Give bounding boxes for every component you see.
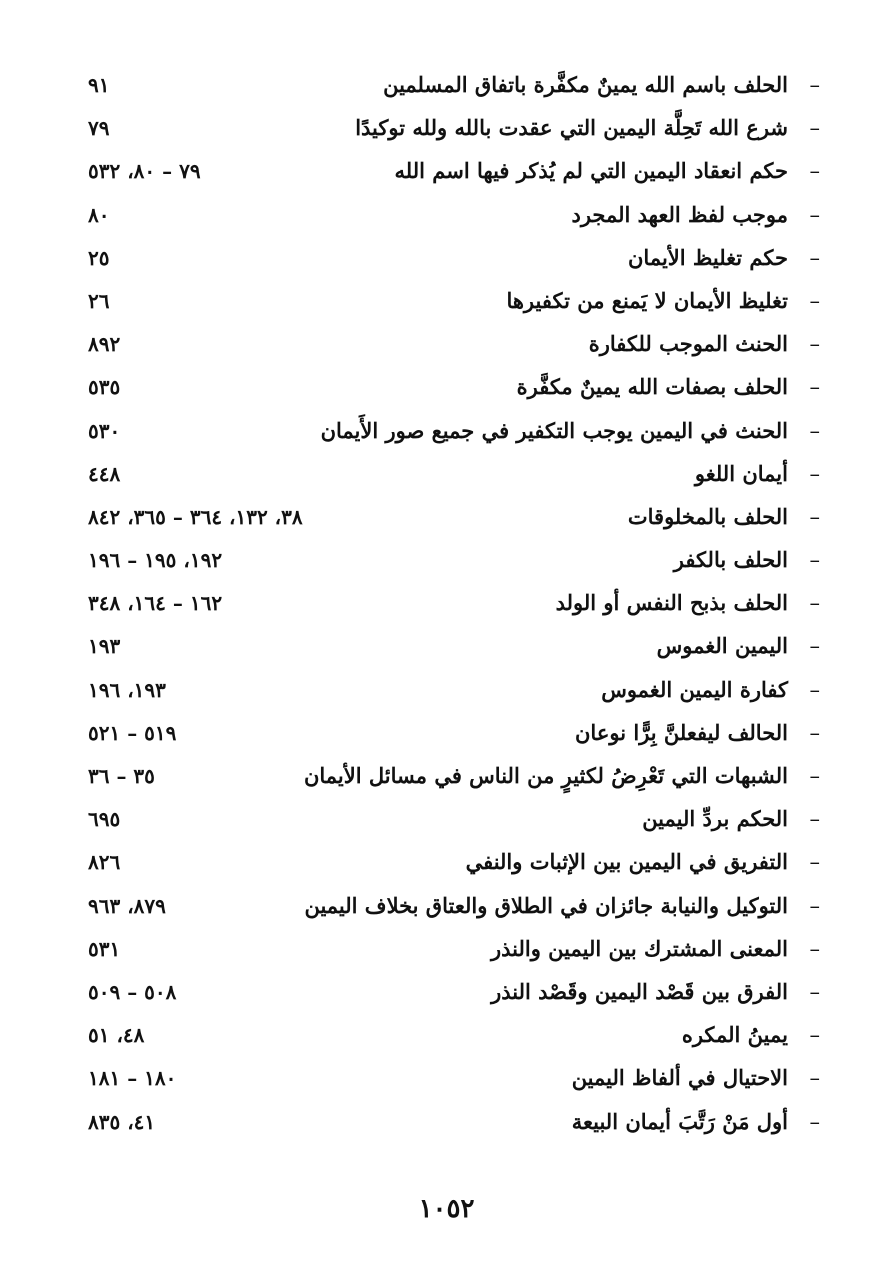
- entry-dash: –: [809, 764, 820, 788]
- entry-dash: –: [809, 677, 820, 702]
- entry-page-refs: ١٩٢، ١٩٥ – ١٩٦: [88, 548, 223, 573]
- index-entry: [80, 323, 820, 366]
- entry-page-refs: ١٩٣، ١٩٦: [88, 677, 166, 702]
- entry-page-refs: ٦٩٥: [88, 807, 121, 832]
- entry-dash: –: [809, 202, 820, 227]
- entry-topic: أيمان اللغو: [694, 460, 788, 486]
- index-entry: [80, 366, 820, 409]
- entry-topic: كفارة اليمين الغموس: [601, 676, 788, 702]
- index-entry: [80, 453, 820, 496]
- entry-topic: اليمين الغموس: [656, 633, 788, 659]
- page-number: ١٠٥٢: [418, 1194, 475, 1224]
- entry-page-refs: ٣٥ – ٣٦: [88, 764, 155, 788]
- entry-dash: –: [809, 245, 820, 270]
- entry-topic: حكم انعقاد اليمين التي لم يُذكر فيها اسم الله: [394, 158, 788, 184]
- entry-dash: –: [809, 288, 820, 313]
- index-entry: [80, 755, 820, 798]
- index-entry: [80, 539, 820, 582]
- index-entry: [80, 669, 820, 712]
- entry-topic: شرع الله تَحِلَّة اليمين التي عقدت بالله ولله توكيدًا: [355, 115, 788, 141]
- entry-topic: الحنث في اليمين يوجب التكفير في جميع صور الأَيمان: [320, 417, 788, 443]
- entry-page-refs: ٤١، ٨٣٥: [88, 1109, 156, 1134]
- entry-topic: يمينُ المكره: [681, 1022, 788, 1048]
- entry-topic: أول مَنْ رَتَّبَ أيمان البيعة: [571, 1108, 788, 1134]
- entry-topic: الحلف باسم الله يمينٌ مكفَّرة باتفاق المسلمين: [383, 72, 788, 97]
- entry-page-refs: ٥٠٨ – ٥٠٩: [88, 979, 177, 1004]
- index-entry: [80, 496, 820, 539]
- index-entry: [80, 280, 820, 323]
- entry-dash: –: [809, 979, 820, 1004]
- index-entry: [80, 150, 820, 193]
- entry-page-refs: ٨٧٩، ٩٦٣: [88, 893, 166, 918]
- entry-dash: –: [809, 332, 820, 357]
- entry-topic: الفرق بين قَصْد اليمين وقَصْد النذر: [491, 978, 788, 1004]
- entry-topic: المعنى المشترك بين اليمين والنذر: [490, 935, 788, 961]
- entry-dash: –: [809, 850, 820, 875]
- entry-page-refs: ٨٩٢: [88, 332, 121, 357]
- entry-page-refs: ٥٣١: [88, 936, 121, 961]
- entry-topic: التفريق في اليمين بين الإثبات والنفي: [465, 849, 788, 875]
- entry-dash: –: [809, 1066, 820, 1091]
- entry-page-refs: ٤٨، ٥١: [88, 1023, 145, 1048]
- entry-topic: الحنث الموجب للكفارة: [588, 331, 788, 357]
- entry-topic: الحلف بذبح النفس أو الولد: [555, 590, 788, 616]
- index-entry: [80, 410, 820, 453]
- entry-page-refs: ١٦٢ – ١٦٤، ٣٤٨: [88, 591, 223, 616]
- entry-dash: –: [809, 73, 820, 97]
- entry-page-refs: ٣٨، ١٣٢، ٣٦٤ – ٣٦٥، ٨٤٢: [88, 504, 303, 529]
- entry-dash: –: [809, 807, 820, 832]
- entry-dash: –: [809, 1109, 820, 1134]
- entry-page-refs: ١٩٣: [88, 634, 121, 659]
- entry-topic: التوكيل والنيابة جائزان في الطلاق والعتاق بخلاف اليمين: [304, 892, 788, 918]
- index-entry: [80, 712, 820, 755]
- entry-dash: –: [809, 159, 820, 184]
- index-entry: [80, 194, 820, 237]
- entry-dash: –: [809, 936, 820, 961]
- entry-page-refs: ١٨٠ – ١٨١: [88, 1066, 177, 1091]
- entry-dash: –: [809, 634, 820, 659]
- index-entry: [80, 237, 820, 280]
- entry-page-refs: ٢٥: [88, 245, 110, 270]
- entry-dash: –: [809, 116, 820, 141]
- entry-page-refs: ٥١٩ – ٥٢١: [88, 720, 177, 745]
- entry-dash: –: [809, 375, 820, 400]
- index-entry: [80, 1057, 820, 1100]
- index-entry: [80, 841, 820, 884]
- index-entry: [80, 1101, 820, 1144]
- entry-topic: تغليظ الأيمان لا يَمنع من تكفيرها: [506, 287, 788, 313]
- entry-page-refs: ٨٠: [88, 202, 110, 227]
- index-entry: [80, 625, 820, 668]
- entry-page-refs: ٨٢٦: [88, 850, 121, 875]
- index-entry: [80, 582, 820, 625]
- entry-page-refs: ٧٩: [88, 116, 110, 141]
- entry-topic: الحلف بالمخلوقات: [627, 503, 788, 529]
- entry-topic: الحكم بردِّ اليمين: [642, 806, 788, 832]
- entry-page-refs: ٥٣٥: [88, 375, 121, 400]
- index-entry: [80, 798, 820, 841]
- index-entry: [80, 1014, 820, 1057]
- entry-dash: –: [809, 1023, 820, 1048]
- entry-topic: الشبهات التي تَعْرِضُ لكثيرٍ من الناس في مسائل الأيمان: [303, 763, 788, 788]
- entry-page-refs: ٤٤٨: [88, 461, 121, 486]
- index-entry: [80, 64, 820, 107]
- entry-topic: الحلف بالكفر: [673, 547, 788, 573]
- entry-topic: موجب لفظ العهد المجرد: [571, 201, 788, 227]
- index-entry: [80, 928, 820, 971]
- entry-topic: الحالف ليفعلنَّ بِرًّا نوعان: [575, 719, 788, 745]
- index-entry: [80, 885, 820, 928]
- entry-dash: –: [809, 504, 820, 529]
- entry-dash: –: [809, 893, 820, 918]
- index-entry: [80, 107, 820, 150]
- index-entry: [80, 971, 820, 1014]
- index-entries-list: [80, 64, 820, 1144]
- entry-topic: حكم تغليظ الأيمان: [628, 244, 788, 270]
- entry-page-refs: ٢٦: [88, 288, 110, 313]
- entry-dash: –: [809, 591, 820, 616]
- entry-page-refs: ٧٩ – ٨٠، ٥٣٢: [88, 159, 201, 184]
- entry-topic: الحلف بصفات الله يمينٌ مكفَّرة: [516, 374, 788, 400]
- entry-dash: –: [809, 548, 820, 573]
- entry-dash: –: [809, 418, 820, 443]
- entry-page-refs: ٥٣٠: [88, 418, 121, 443]
- entry-topic: الاحتيال في ألفاظ اليمين: [571, 1065, 788, 1091]
- entry-page-refs: ٩١: [88, 73, 110, 97]
- entry-dash: –: [809, 461, 820, 486]
- entry-dash: –: [809, 720, 820, 745]
